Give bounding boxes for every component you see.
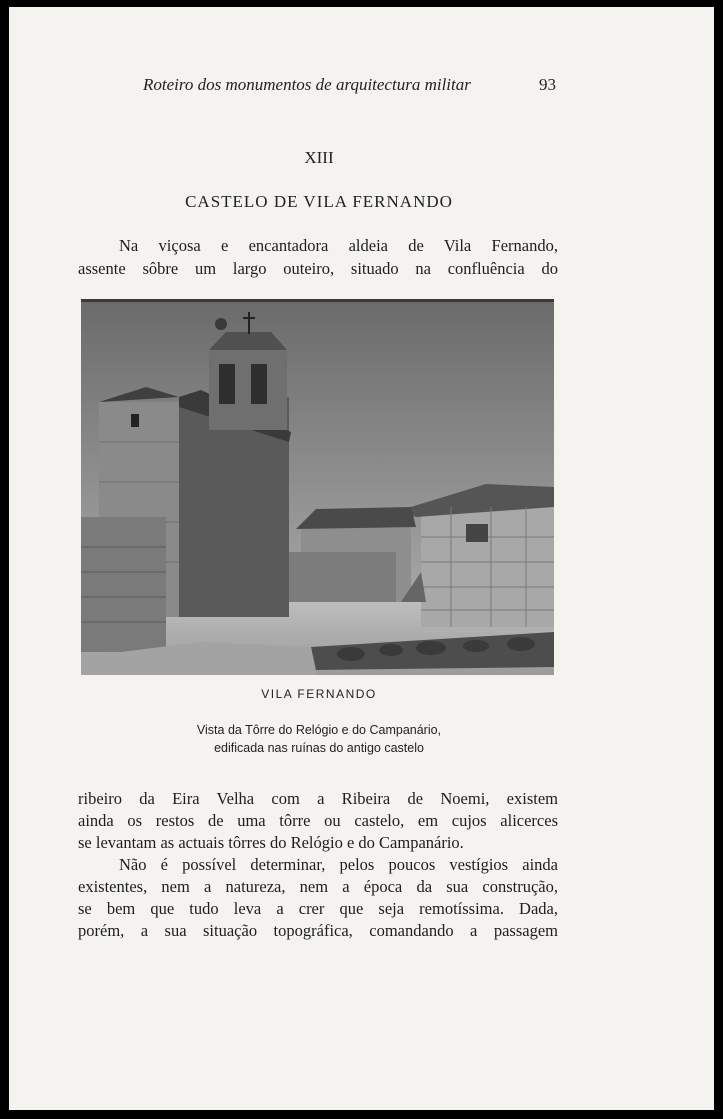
continuation-line-1: ribeiro da Eira Velha com a Ribeira de Noemi, existem [78, 789, 558, 808]
second-paragraph-line-4: porém, a sua situação topográfica, comandando a passagem [78, 921, 558, 940]
page-number: 93 [539, 75, 556, 94]
second-paragraph-line-3: se bem que tudo leva a crer que seja remotíssima. Dada, [78, 899, 558, 918]
chapter-number: XIII [304, 148, 334, 167]
caption-line-1: Vista da Tôrre do Relógio e do Campanário, [196, 723, 442, 737]
second-paragraph-line-1: Não é possível determinar, pelos poucos vestígios ainda [119, 855, 558, 874]
running-header-title: Roteiro dos monumentos de arquitectura militar [143, 75, 471, 94]
second-paragraph-line-2: existentes, nem a natureza, nem a época da sua construção, [78, 877, 558, 896]
figure-caption-description [9, 721, 629, 757]
village-tower-photograph [81, 299, 554, 675]
caption-line-2: edificada nas ruínas do antigo castelo [214, 741, 424, 755]
continuation-line-2: ainda os restos de uma tôrre ou castelo, em cujos alicerces [78, 811, 558, 830]
continuation-line-3: se levantam as actuais tôrres do Relógio e do Campanário. [78, 833, 464, 852]
chapter-title: CASTELO DE VILA FERNANDO [185, 192, 453, 211]
intro-line-1: Na viçosa e encantadora aldeia de Vila Fernando, [119, 236, 558, 255]
book-page [9, 7, 714, 1110]
intro-line-2: assente sôbre um largo outeiro, situado na confluência do [78, 259, 558, 278]
figure-caption-title: VILA FERNANDO [261, 687, 377, 701]
